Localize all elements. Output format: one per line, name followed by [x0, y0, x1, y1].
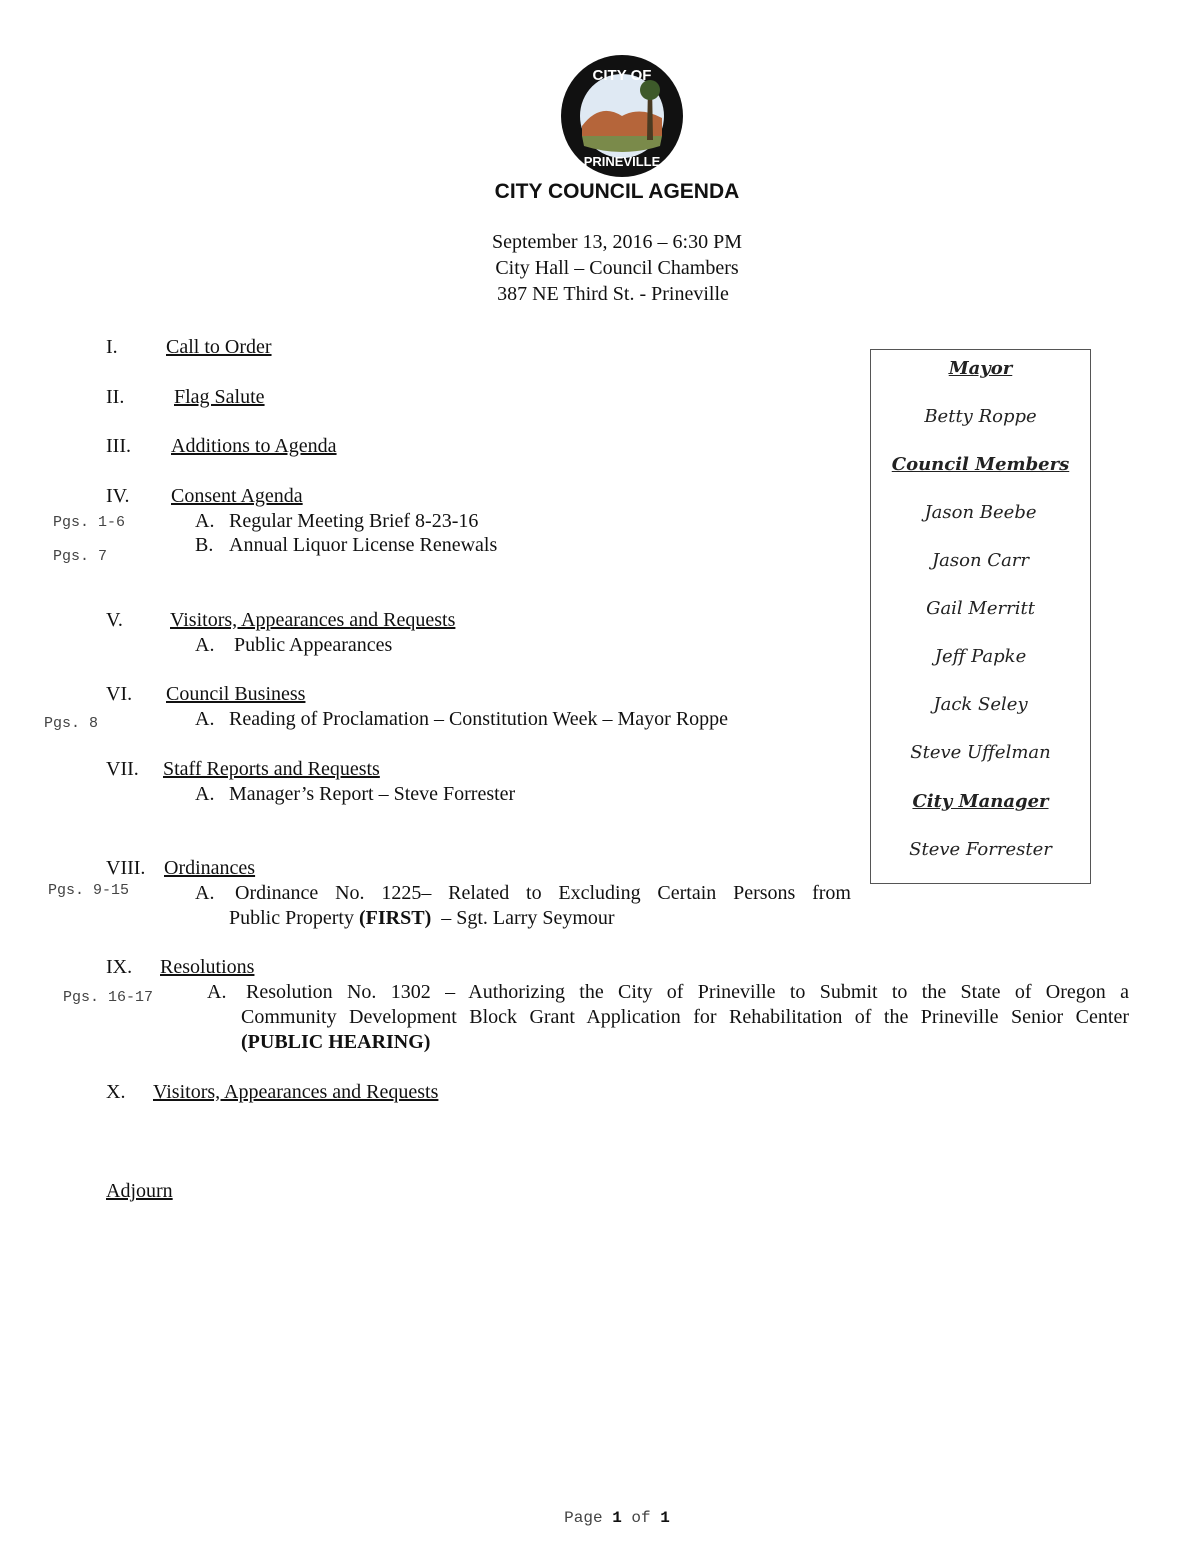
- meeting-date: September 13, 2016 – 6:30 PM: [492, 231, 742, 253]
- council-members-heading: Council Members: [891, 454, 1070, 475]
- item-text: – Sgt. Larry Seymour: [431, 907, 615, 929]
- mayor-heading: Mayor: [948, 358, 1013, 379]
- council-member-name: Gail Merritt: [926, 598, 1035, 619]
- logo-bottom-text: PRINEVILLE: [583, 154, 661, 169]
- item-text: Community Development Block Grant Application for Rehabilitation of the Prineville Senior Center: [241, 1006, 1129, 1028]
- logo-top-text: CITY OF: [592, 67, 652, 84]
- section-number: VII.: [106, 758, 139, 780]
- section-number: IX.: [106, 956, 133, 978]
- section-title-council-business: Council Business: [166, 683, 306, 705]
- item-letter: B.: [195, 534, 214, 556]
- item-letter: A.: [195, 708, 215, 730]
- section-number: IV.: [106, 485, 130, 507]
- page-footer: [0, 1509, 1200, 1527]
- section-title-visitors: Visitors, Appearances and Requests: [170, 609, 456, 631]
- item-text: Regular Meeting Brief 8-23-16: [229, 510, 479, 532]
- section-title-flag-salute: Flag Salute: [174, 386, 265, 408]
- item-text: Annual Liquor License Renewals: [229, 534, 498, 556]
- council-member-name: Steve Uffelman: [910, 742, 1051, 763]
- item-text: Ordinance No. 1225– Related to Excluding Certain Persons from: [235, 882, 851, 904]
- meeting-address: 387 NE Third St. - Prineville: [497, 283, 729, 305]
- page-reference: Pgs. 7: [53, 548, 108, 565]
- page-reference: Pgs. 16-17: [63, 989, 154, 1006]
- section-number: III.: [106, 435, 131, 457]
- council-member-name: Jason Carr: [931, 550, 1030, 571]
- section-title-additions: Additions to Agenda: [171, 435, 337, 457]
- item-letter: A.: [195, 634, 215, 656]
- council-roster-box: [870, 349, 1091, 884]
- city-logo: [560, 54, 684, 178]
- item-letter: A.: [207, 981, 227, 1003]
- item-letter: A.: [195, 882, 215, 904]
- section-number: II.: [106, 386, 125, 408]
- item-text-continued: [229, 906, 615, 930]
- item-text: Public Appearances: [234, 634, 393, 656]
- council-member-name: Jeff Papke: [934, 646, 1027, 667]
- page-title: CITY COUNCIL AGENDA: [494, 180, 740, 203]
- footer-page-word: Page: [564, 1509, 603, 1527]
- section-title-staff-reports: Staff Reports and Requests: [163, 758, 380, 780]
- footer-page-number: 1: [612, 1509, 622, 1527]
- city-manager-name: Steve Forrester: [909, 839, 1052, 860]
- section-title-ordinances: Ordinances: [164, 857, 256, 879]
- item-status: (FIRST): [359, 907, 432, 929]
- page-reference: Pgs. 8: [44, 715, 99, 732]
- footer-of-word: of: [631, 1509, 651, 1527]
- adjourn-label: Adjourn: [106, 1180, 173, 1202]
- item-text: Resolution No. 1302 – Authorizing the City of Prineville to Submit to the State of Oregon a: [246, 981, 1129, 1003]
- section-title-call-to-order: Call to Order: [166, 336, 272, 358]
- section-number: VI.: [106, 683, 133, 705]
- section-title-consent-agenda: Consent Agenda: [171, 485, 303, 507]
- page-reference: Pgs. 9-15: [48, 882, 130, 899]
- section-title-visitors-final: Visitors, Appearances and Requests: [153, 1081, 439, 1103]
- section-number: V.: [106, 609, 123, 631]
- page-reference: Pgs. 1-6: [53, 514, 126, 531]
- council-member-name: Jason Beebe: [924, 502, 1037, 523]
- item-text: Manager’s Report – Steve Forrester: [229, 783, 516, 805]
- mayor-name: Betty Roppe: [924, 406, 1037, 427]
- item-letter: A.: [195, 783, 215, 805]
- city-manager-heading: City Manager: [912, 791, 1049, 812]
- section-number: X.: [106, 1081, 126, 1103]
- section-title-resolutions: Resolutions: [160, 956, 255, 978]
- footer-page-total: 1: [660, 1509, 670, 1527]
- item-letter: A.: [195, 510, 215, 532]
- item-text: Public Property: [229, 907, 359, 929]
- item-text: Reading of Proclamation – Constitution Week – Mayor Roppe: [229, 708, 729, 730]
- section-number: I.: [106, 336, 118, 358]
- section-number: VIII.: [106, 857, 146, 879]
- council-member-name: Jack Seley: [933, 694, 1028, 715]
- meeting-location: City Hall – Council Chambers: [495, 257, 739, 279]
- item-status: (PUBLIC HEARING): [241, 1031, 431, 1053]
